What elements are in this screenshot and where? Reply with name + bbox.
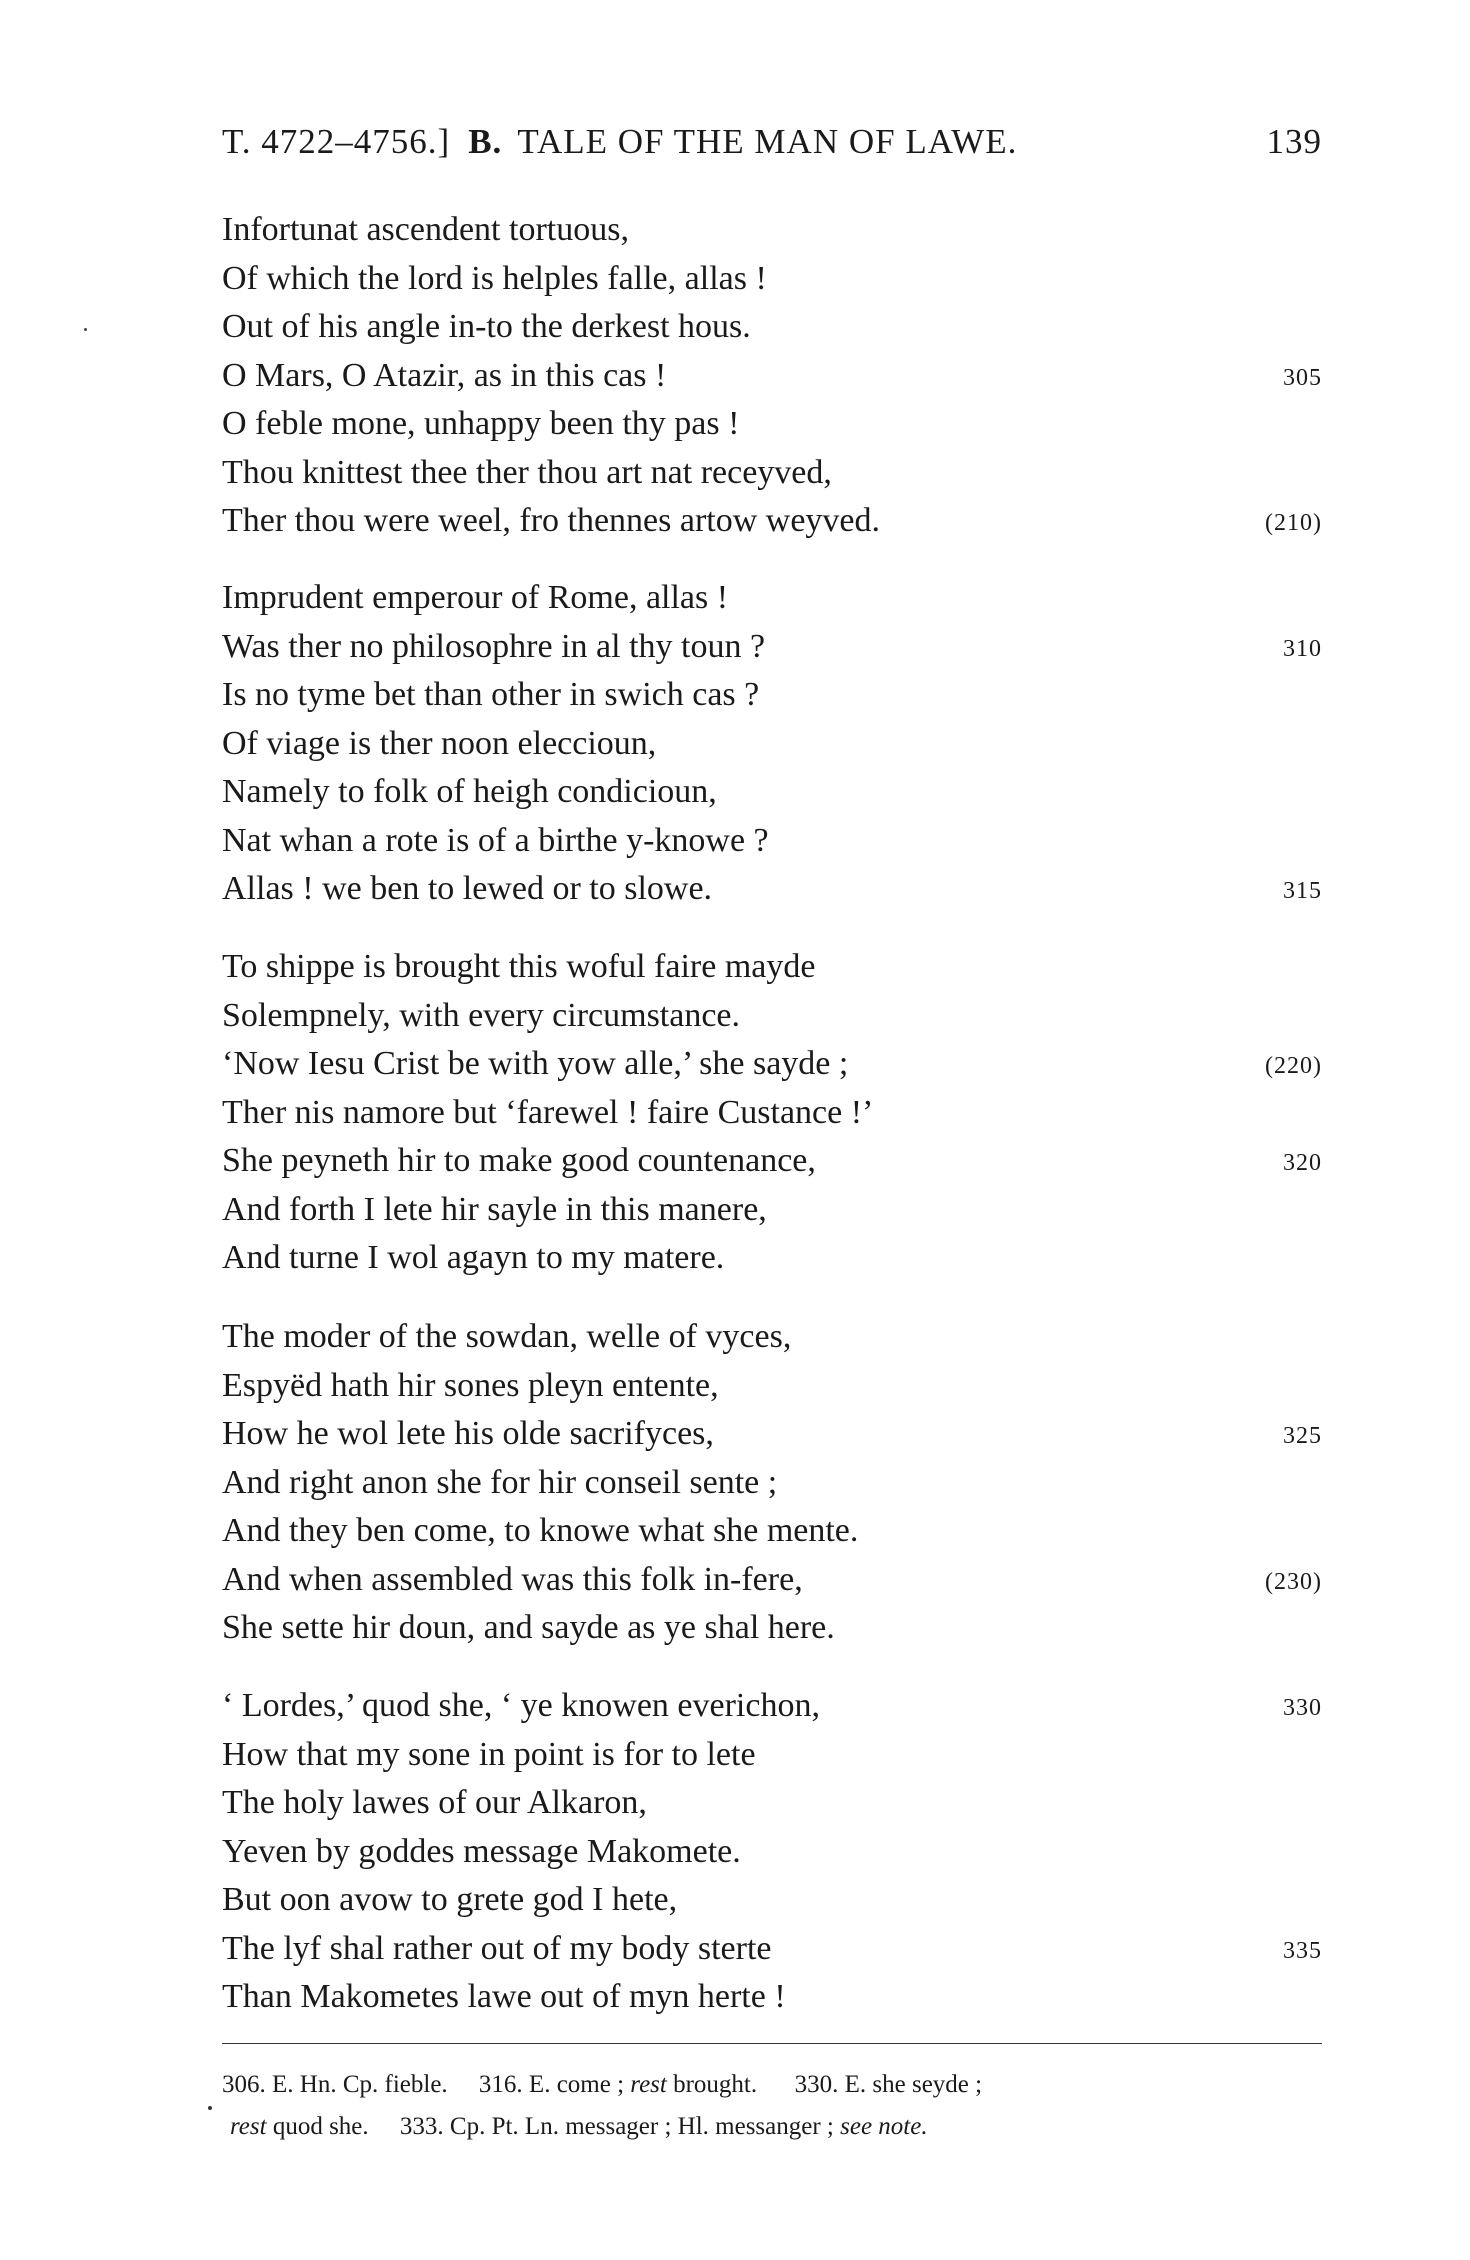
verse-text: The moder of the sowdan, welle of vyces, xyxy=(222,1318,792,1355)
stanza-5 xyxy=(222,1682,1322,2022)
verse-text: To shippe is brought this woful faire mayde xyxy=(222,948,816,985)
stanza-1 xyxy=(222,206,1322,546)
verse-text: And they ben come, to knowe what she mente. xyxy=(222,1512,859,1549)
verse-line xyxy=(222,623,1322,672)
verse-line xyxy=(222,303,1322,352)
verse-line xyxy=(222,206,1322,255)
verse-line xyxy=(222,1682,1322,1731)
footnote-text: Cp. Pt. Ln. messager ; Hl. messanger ; xyxy=(449,2113,834,2140)
header-title: TALE OF THE MAN OF LAWE. xyxy=(517,122,1018,161)
verse-text: And when assembled was this folk in-fere, xyxy=(222,1560,803,1598)
stanza-2 xyxy=(222,574,1322,914)
verse-text: And turne I wol agayn to my matere. xyxy=(222,1239,725,1276)
verse-line xyxy=(222,1186,1322,1235)
footnote-rest: rest xyxy=(630,2071,667,2098)
verse-text: She peyneth hir to make good countenance, xyxy=(222,1142,816,1179)
verse-line xyxy=(222,352,1322,401)
verse-line xyxy=(222,1137,1322,1186)
verse-text: Is no tyme bet than other in swich cas ? xyxy=(222,676,760,713)
verse-line xyxy=(222,1459,1322,1508)
footnote-text: E. Hn. Cp. fieble. xyxy=(272,2071,448,2098)
verse-line xyxy=(222,1828,1322,1877)
verse-text: She sette hir doun, and sayde as ye shal here. xyxy=(222,1609,835,1646)
verse-text: Of viage is ther noon eleccioun, xyxy=(222,724,657,762)
line-number: (230) xyxy=(1265,1568,1322,1595)
verse-text: But oon avow to grete god I hete, xyxy=(222,1881,678,1918)
verse-text: Thou knittest thee ther thou art nat receyved, xyxy=(222,453,832,491)
verse-line xyxy=(222,1973,1322,2022)
line-number: 335 xyxy=(1283,1937,1322,1964)
verse-line xyxy=(222,992,1322,1041)
verse-line xyxy=(222,720,1322,769)
verse-text: Of which the lord is helples falle, allas ! xyxy=(222,259,767,297)
footnote-ref: 316. xyxy=(478,2071,523,2098)
verse-text: The holy lawes of our Alkaron, xyxy=(222,1784,647,1821)
line-number: 320 xyxy=(1283,1150,1322,1176)
verse-line xyxy=(222,1604,1322,1653)
footnote-text: brought. xyxy=(673,2071,758,2098)
verse-line xyxy=(222,497,1322,546)
footnote-ref: 333. xyxy=(399,2113,444,2140)
verse-text: Imprudent emperour of Rome, allas ! xyxy=(222,579,729,616)
stanza-4 xyxy=(222,1313,1322,1653)
verse-text: ‘Now Iesu Crist be with yow alle,’ she sayde ; xyxy=(222,1045,849,1082)
footnote-see-note: see note. xyxy=(840,2113,928,2140)
verse-line xyxy=(222,671,1322,720)
line-number: (220) xyxy=(1265,1053,1322,1079)
verse-line xyxy=(222,1507,1322,1556)
verse-text: How that my sone in point is for to lete xyxy=(222,1735,756,1773)
footnotes xyxy=(222,2064,1342,2148)
margin-mark xyxy=(208,2106,212,2110)
verse-line xyxy=(222,865,1322,914)
footnote-text: quod she. xyxy=(272,2113,369,2140)
verse-text: O Mars, O Atazir, as in this cas ! xyxy=(222,356,667,394)
footnote-rest: rest xyxy=(230,2113,267,2140)
verse-line xyxy=(222,1089,1322,1138)
header-line-range: T. 4722–4756.] xyxy=(222,122,451,161)
line-number: 305 xyxy=(1283,364,1322,391)
line-number: (210) xyxy=(1265,510,1322,536)
verse-line xyxy=(222,400,1322,449)
verse-line xyxy=(222,1556,1322,1605)
footnote-divider xyxy=(222,2043,1322,2044)
running-header xyxy=(222,122,1322,172)
verse-line xyxy=(222,768,1322,817)
line-number: 310 xyxy=(1283,635,1322,662)
verse-text: Out of his angle in-to the derkest hous. xyxy=(222,308,751,345)
header-left xyxy=(222,122,1017,162)
footnote-text: E. she seyde ; xyxy=(844,2071,983,2098)
verse-text: Than Makometes lawe out of myn herte ! xyxy=(222,1978,786,2015)
verse-text: Allas ! we ben to lewed or to slowe. xyxy=(222,870,713,907)
footnote-line-2 xyxy=(222,2106,1342,2148)
verse-line xyxy=(222,943,1322,992)
verse-line xyxy=(222,1362,1322,1411)
verse-text: How he wol lete his olde sacrifyces, xyxy=(222,1415,714,1452)
verse-line xyxy=(222,817,1322,866)
verse-line xyxy=(222,1925,1322,1974)
footnote-ref: 330. xyxy=(794,2071,839,2098)
verse-line xyxy=(222,1313,1322,1362)
verse-text: Infortunat ascendent tortuous, xyxy=(222,211,629,248)
verse-text: Ther nis namore but ‘farewel ! faire Custance !’ xyxy=(222,1093,874,1131)
verse-line xyxy=(222,1779,1322,1828)
verse-line xyxy=(222,449,1322,498)
verse-line xyxy=(222,1234,1322,1283)
header-signature: B. xyxy=(468,122,503,161)
line-number: 330 xyxy=(1283,1695,1322,1721)
verse-text: And right anon she for hir conseil sente ; xyxy=(222,1463,778,1501)
verse-text: ‘ Lordes,’ quod she, ‘ ye knowen everichon, xyxy=(222,1687,820,1724)
verse-text: O feble mone, unhappy been thy pas ! xyxy=(222,405,740,442)
verse-line xyxy=(222,1876,1322,1925)
verse-text: Ther thou were weel, fro thennes artow weyved. xyxy=(222,502,881,539)
verse-text: Yeven by goddes message Makomete. xyxy=(222,1832,741,1870)
page-speck xyxy=(84,328,87,331)
stanza-3 xyxy=(222,943,1322,1283)
verse-text: And forth I lete hir sayle in this manere, xyxy=(222,1190,767,1228)
footnote-text: E. come ; xyxy=(528,2071,625,2098)
verse-text: Espyëd hath hir sones pleyn entente, xyxy=(222,1366,719,1404)
footnote-ref: 306. xyxy=(222,2071,266,2098)
line-number: 315 xyxy=(1283,878,1322,904)
verse-line xyxy=(222,1731,1322,1780)
verse-text: Nat whan a rote is of a birthe y-knowe ? xyxy=(222,821,769,859)
verse-text: Namely to folk of heigh condicioun, xyxy=(222,773,717,810)
footnote-line-1 xyxy=(222,2064,1342,2106)
verse-text: The lyf shal rather out of my body sterte xyxy=(222,1929,772,1967)
verse-text: Solempnely, with every circumstance. xyxy=(222,996,741,1034)
page-number: 139 xyxy=(1266,122,1322,161)
line-number: 325 xyxy=(1283,1423,1322,1449)
verse-line xyxy=(222,1410,1322,1459)
verse-line xyxy=(222,255,1322,304)
verse-text: Was ther no philosophre in al thy toun ? xyxy=(222,627,766,665)
verse-line xyxy=(222,1040,1322,1089)
verse-line xyxy=(222,574,1322,623)
